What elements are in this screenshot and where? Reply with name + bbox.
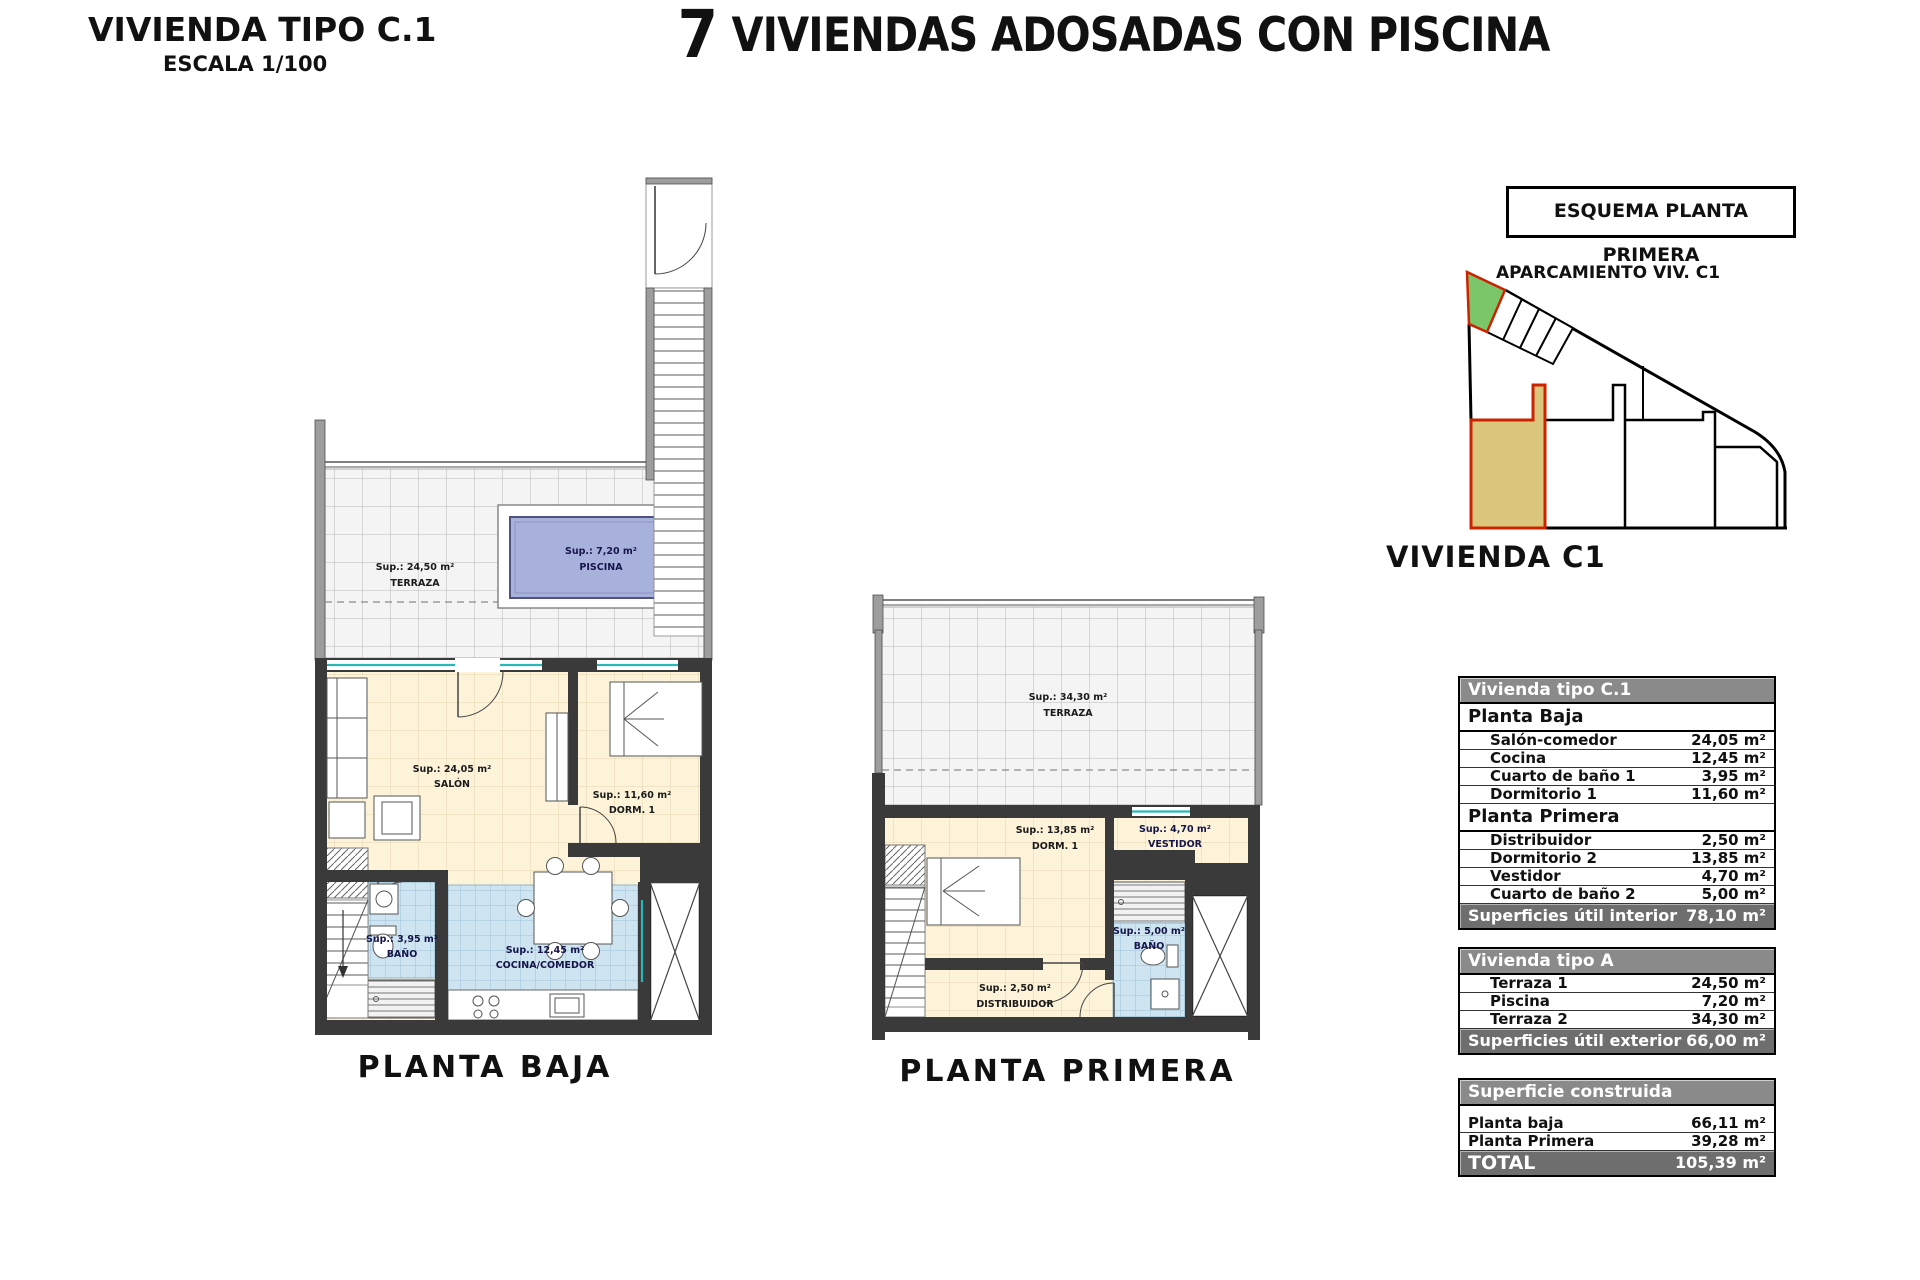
table-row (1460, 1011, 1774, 1029)
room-label-salon-name: SALÓN (434, 779, 470, 790)
room-label-cocina-sup: Sup.: 12,45 m² (505, 945, 585, 956)
table-row (1460, 1133, 1774, 1151)
room-label-bano2-sup: Sup.: 5,00 m² (1113, 926, 1185, 937)
table-row (1460, 832, 1774, 850)
room-label-dorm1-name: DORM. 1 (608, 805, 656, 816)
table-header: Vivienda tipo C.1 (1460, 678, 1774, 704)
room-label-terraza2-name: TERRAZA (1043, 708, 1093, 719)
first-windows (1132, 807, 1190, 816)
table-row (1460, 850, 1774, 868)
kitchen-counter (448, 990, 638, 1020)
plan-ground (250, 170, 720, 1070)
table-superficies-exterior (1458, 947, 1776, 1055)
unit-label: VIVIENDA C1 (1386, 540, 1606, 574)
table-body (1460, 975, 1774, 1029)
row-label: Cuarto de baño 1 (1490, 767, 1636, 785)
table-footer (1460, 1151, 1774, 1175)
table-row (1460, 975, 1774, 993)
room-label-dorm1-sup: Sup.: 11,60 m² (592, 790, 672, 801)
room-label-terraza-sup: Sup.: 24,50 m² (375, 562, 455, 573)
plan-first (865, 590, 1270, 1050)
table-row (1460, 993, 1774, 1011)
table-row (1460, 868, 1774, 886)
table-row (1460, 732, 1774, 750)
room-label-salon-sup: Sup.: 24,05 m² (412, 764, 492, 775)
row-label: Planta baja (1468, 1114, 1564, 1132)
table-row (1460, 768, 1774, 786)
row-value: 11,60 m² (1691, 785, 1766, 803)
footer-label: TOTAL (1468, 1152, 1536, 1174)
table-header: Vivienda tipo A (1460, 949, 1774, 975)
sheet-title (677, 0, 1550, 73)
row-value: 34,30 m² (1691, 1010, 1766, 1028)
row-label: Terraza 2 (1490, 1010, 1568, 1028)
footer-value: 105,39 m² (1675, 1153, 1766, 1172)
row-value: 39,28 m² (1691, 1132, 1766, 1150)
ground-entry-stair (646, 178, 712, 660)
table-section: Planta Baja (1460, 704, 1774, 732)
table-footer (1460, 904, 1774, 928)
first-stairs (885, 845, 925, 1017)
table-row (1460, 786, 1774, 804)
room-label-piscina-name: PISCINA (579, 562, 623, 573)
room-label-cocina-name: COCINA/COMEDOR (495, 960, 595, 971)
caption-planta-primera: PLANTA PRIMERA (899, 1054, 1236, 1089)
row-label: Distribuidor (1490, 831, 1592, 849)
room-label-bano-sup: Sup.: 3,95 m² (366, 934, 438, 945)
row-label: Piscina (1490, 992, 1550, 1010)
room-label-piscina-sup: Sup.: 7,20 m² (565, 546, 637, 557)
row-value: 5,00 m² (1701, 885, 1766, 903)
room-label-dorm2-name: DORM. 1 (1031, 841, 1079, 852)
room-label-distribuidor-name: DISTRIBUIDOR (976, 999, 1054, 1010)
footer-value: 78,10 m² (1686, 906, 1766, 925)
caption-planta-baja: PLANTA BAJA (357, 1050, 613, 1085)
footer-label: Superficies útil interior (1468, 906, 1678, 925)
room-label-bano-name: BAÑO (386, 949, 418, 960)
ground-patio-box (650, 882, 700, 1022)
row-label: Dormitorio 2 (1490, 849, 1597, 867)
row-label: Salón-comedor (1490, 731, 1617, 749)
sofa (327, 678, 367, 798)
table-superficies-interior (1458, 676, 1776, 930)
table-row (1460, 886, 1774, 904)
table-section: Planta Primera (1460, 804, 1774, 832)
row-value: 3,95 m² (1701, 767, 1766, 785)
room-label-vestidor-name: VESTIDOR (1148, 839, 1202, 850)
toilet2-tank (1167, 945, 1178, 967)
coffee-table (329, 802, 365, 838)
esquema-title-box: ESQUEMA PLANTA PRIMERA (1506, 186, 1796, 238)
bath-sink (370, 884, 398, 914)
table-superficie-construida (1458, 1078, 1776, 1177)
row-label: Terraza 1 (1490, 974, 1568, 992)
first-rooms (872, 773, 1260, 1040)
row-label: Vestidor (1490, 867, 1561, 885)
site-schematic (1455, 262, 1800, 542)
row-label: Dormitorio 1 (1490, 785, 1597, 803)
room-label-distribuidor-sup: Sup.: 2,50 m² (979, 983, 1051, 994)
table-row (1460, 1115, 1774, 1133)
table-body (1460, 1106, 1774, 1151)
table-row (1460, 750, 1774, 768)
row-label: Planta Primera (1468, 1132, 1595, 1150)
room-label-bano2-name: BAÑO (1133, 941, 1165, 952)
first-patio-box (1192, 895, 1248, 1017)
row-value: 4,70 m² (1701, 867, 1766, 885)
room-label-terraza-name: TERRAZA (390, 578, 440, 589)
first-terrace (873, 595, 1264, 805)
parking-label: APARCAMIENTO VIV. C1 (1496, 263, 1721, 283)
room-label-dorm2-sup: Sup.: 13,85 m² (1015, 825, 1095, 836)
row-value: 2,50 m² (1701, 831, 1766, 849)
table-footer (1460, 1029, 1774, 1053)
site-unit-c1 (1471, 385, 1545, 528)
row-value: 24,50 m² (1691, 974, 1766, 992)
title-text: VIVIENDAS ADOSADAS CON PISCINA (718, 8, 1550, 63)
room-label-terraza2-sup: Sup.: 34,30 m² (1028, 692, 1108, 703)
table-body (1460, 704, 1774, 904)
row-label: Cuarto de baño 2 (1490, 885, 1636, 903)
scale-label: ESCALA 1/100 (163, 52, 328, 76)
row-value: 13,85 m² (1691, 849, 1766, 867)
row-value: 24,05 m² (1691, 731, 1766, 749)
row-value: 66,11 m² (1691, 1114, 1766, 1132)
row-value: 7,20 m² (1701, 992, 1766, 1010)
footer-label: Superficies útil exterior (1468, 1031, 1682, 1050)
sheet-subtitle: VIVIENDA TIPO C.1 (88, 10, 437, 49)
title-number: 7 (677, 0, 719, 73)
dining-table (534, 872, 612, 944)
room-label-vestidor-sup: Sup.: 4,70 m² (1139, 824, 1211, 835)
shower-tray (1151, 979, 1179, 1009)
footer-value: 66,00 m² (1686, 1031, 1766, 1050)
row-label: Cocina (1490, 749, 1547, 767)
armchair (374, 796, 420, 840)
site-units (1545, 366, 1777, 528)
row-value: 12,45 m² (1691, 749, 1766, 767)
ground-house (315, 658, 712, 1035)
table-header: Superficie construida (1460, 1080, 1774, 1106)
